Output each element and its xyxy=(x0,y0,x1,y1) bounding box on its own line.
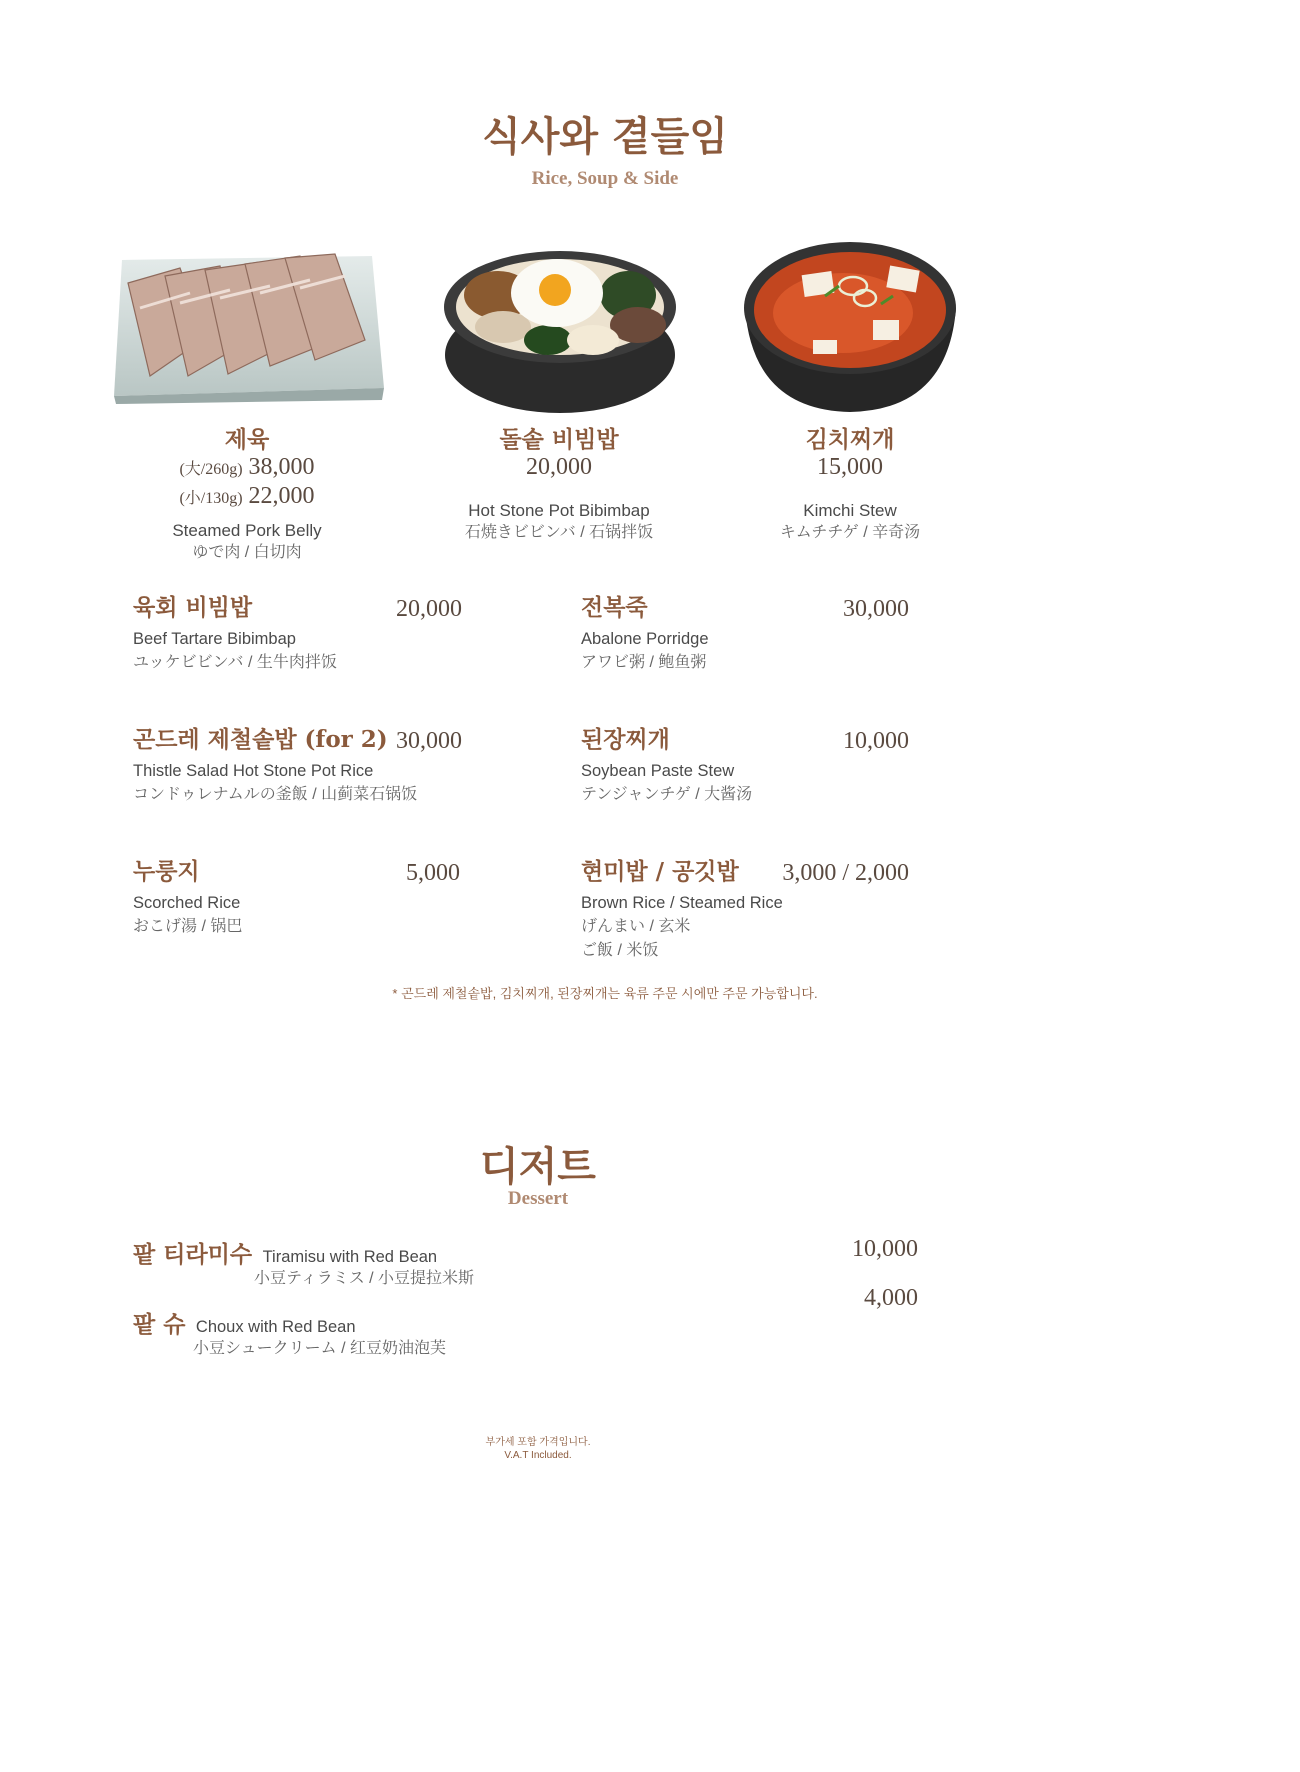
list-item-beef-tartare-bibimbap xyxy=(133,593,337,675)
item-english: Brown Rice / Steamed Rice xyxy=(581,894,783,912)
list-item-scorched-rice xyxy=(133,857,242,939)
item-english: Soybean Paste Stew xyxy=(581,762,735,780)
dessert-name: 팥 슈 xyxy=(133,1311,186,1338)
list-item-rice xyxy=(581,857,783,963)
item-price: 3,000 / 2,000 xyxy=(782,860,909,886)
item-price: 10,000 xyxy=(843,728,909,754)
price-large-label: (大/260g) xyxy=(179,461,243,478)
item-price: 5,000 xyxy=(406,860,460,886)
item-price: 15,000 xyxy=(817,454,883,480)
kimchi-stew-photo xyxy=(743,238,958,413)
item-asian: キムチチゲ / 辛奇汤 xyxy=(779,524,921,541)
item-name: 제육 xyxy=(224,426,270,453)
section-title-main: 식사와 곁들임 xyxy=(482,113,728,160)
list-item-abalone-porridge xyxy=(581,593,709,675)
item-name: 현미밥 / 공깃밥 xyxy=(581,858,739,885)
vat-english: V.A.T Included. xyxy=(504,1450,572,1461)
item-name: 돌솥 비빔밥 xyxy=(499,426,619,453)
item-asian: おこげ湯 / 锅巴 xyxy=(133,918,243,935)
item-asian: アワビ粥 / 鲍鱼粥 xyxy=(581,654,707,671)
steamed-pork-belly-photo xyxy=(110,248,400,408)
item-price: 20,000 xyxy=(526,454,592,480)
item-english: Thistle Salad Hot Stone Pot Rice xyxy=(133,762,374,780)
dessert-english: Choux with Red Bean xyxy=(195,1318,356,1336)
item-name: 곤드레 제철솥밥 (for 2) xyxy=(133,726,388,753)
vat-korean: 부가세 포함 가격입니다. xyxy=(485,1437,591,1448)
section-subtitle-dessert: Dessert xyxy=(507,1188,569,1209)
item-name: 전복죽 xyxy=(581,594,648,621)
item-asian: テンジャンチゲ / 大酱汤 xyxy=(581,786,753,803)
vat-notice xyxy=(0,1436,1076,1462)
featured-item-bibimbap xyxy=(409,426,709,544)
list-item-thistle-pot-rice xyxy=(133,725,417,807)
hot-stone-bibimbap-photo xyxy=(443,245,678,415)
item-asian: げんまい / 玄米 xyxy=(581,918,691,935)
dessert-asian: 小豆ティラミス / 小豆提拉米斯 xyxy=(254,1270,475,1287)
item-price: 20,000 xyxy=(396,596,462,622)
item-english: Steamed Pork Belly xyxy=(172,521,322,540)
dessert-name: 팥 티라미수 xyxy=(133,1241,253,1268)
featured-item-pork xyxy=(97,426,397,564)
section-title-dessert: 디저트 xyxy=(480,1143,596,1190)
item-asian-secondary: ご飯 / 米饭 xyxy=(581,942,659,959)
item-asian: ユッケビビンバ / 生牛肉拌饭 xyxy=(133,654,337,671)
dessert-asian: 小豆シュークリーム / 红豆奶油泡芙 xyxy=(193,1340,447,1357)
item-english: Kimchi Stew xyxy=(803,501,897,520)
featured-item-kimchi-stew xyxy=(700,426,1000,544)
dessert-english: Tiramisu with Red Bean xyxy=(262,1248,438,1266)
list-item-soybean-paste-stew xyxy=(581,725,752,807)
item-name: 김치찌개 xyxy=(805,426,895,453)
item-english: Beef Tartare Bibimbap xyxy=(133,630,296,648)
item-price: 30,000 xyxy=(396,728,462,754)
item-english: Scorched Rice xyxy=(133,894,241,912)
item-name: 육회 비빔밥 xyxy=(133,594,253,621)
item-asian: ゆで肉 / 白切肉 xyxy=(192,544,302,561)
item-english: Hot Stone Pot Bibimbap xyxy=(468,501,650,520)
item-price: 30,000 xyxy=(843,596,909,622)
item-name: 누룽지 xyxy=(133,858,200,885)
item-name: 된장찌개 xyxy=(581,726,670,753)
section-subtitle-main: Rice, Soup & Side xyxy=(531,168,679,189)
price-small-value: 22,000 xyxy=(248,483,315,509)
dessert-price: 10,000 xyxy=(852,1236,918,1262)
dessert-price: 4,000 xyxy=(864,1285,918,1311)
item-asian: 石焼きビビンバ / 石锅拌饭 xyxy=(464,524,654,541)
order-note: * 곤드레 제철솥밥, 김치찌개, 된장찌개는 육류 주문 시에만 주문 가능합니다. xyxy=(392,986,818,1001)
price-large-value: 38,000 xyxy=(248,454,315,480)
item-asian: コンドゥレナムルの釜飯 / 山蓟菜石锅饭 xyxy=(133,786,418,803)
price-small-label: (小/130g) xyxy=(179,490,243,507)
item-price-small xyxy=(97,483,397,512)
item-price-large xyxy=(97,454,397,483)
item-english: Abalone Porridge xyxy=(581,630,709,648)
